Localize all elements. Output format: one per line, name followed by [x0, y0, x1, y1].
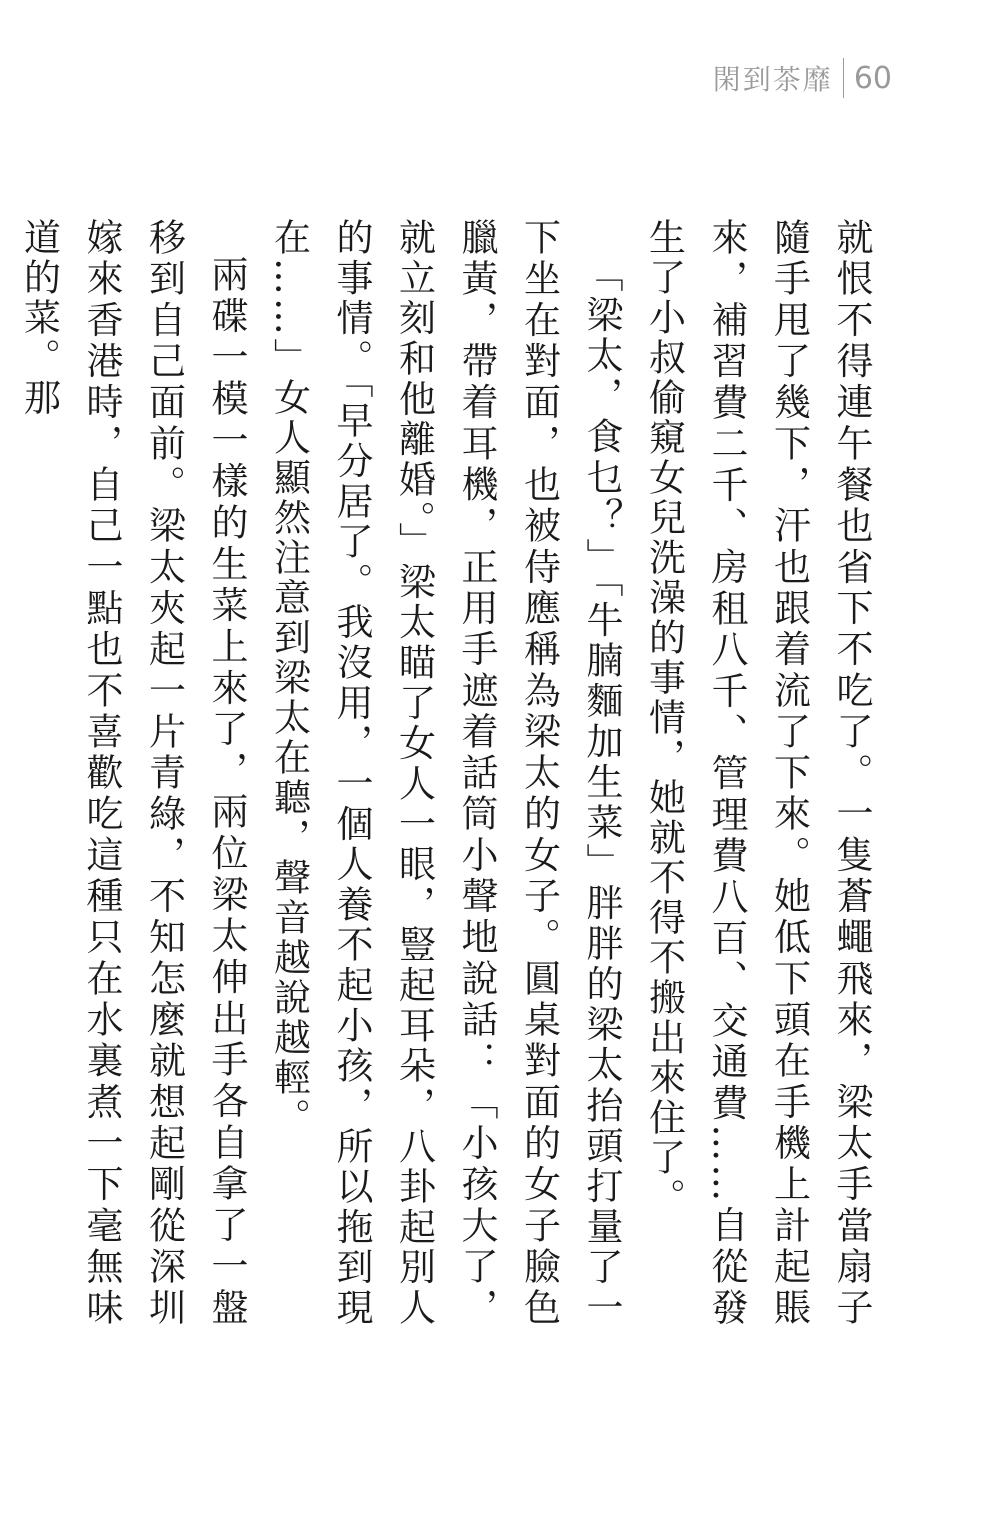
- page-number: 60: [853, 60, 892, 96]
- header-divider: [843, 58, 844, 98]
- paragraph: 就恨不得連午餐也省下不吃了。一隻蒼蠅飛來，梁太手當扇子隨手甩了幾下，汗也跟着流了下來。她低下頭在手機上計起賬來，補習費二千、房租八千、管理費八百、交通費……自從發生了小叔偷窺女兒洗澡的事情，她就不得不搬出來住了。: [642, 218, 873, 1328]
- body-text: [17, 218, 882, 1328]
- paragraph: 「梁太，食乜？」「牛腩麵加生菜」胖胖的梁太抬頭打量了一下坐在對面，也被侍應稱為梁太的女子。圓桌對面的女子臉色臘黃，帶着耳機，正用手遮着話筒小聲地說話：「小孩大了，就立刻和他離婚。」梁太瞄了女人一眼，豎起耳朵，八卦起別人的事情。「早分居了。我沒用，一個人養不起小孩，所以拖到現在……」女人顯然注意到梁太在聽，聲音越說越輕。: [267, 218, 623, 1328]
- book-title: 閑到茶靡: [712, 63, 833, 96]
- running-head: [713, 58, 892, 98]
- paragraph: 兩碟一模一樣的生菜上來了，兩位梁太伸出手各自拿了一盤移到自己面前。梁太夾起一片青綠，不知怎麼就想起剛從深圳嫁來香港時，自己一點也不喜歡吃這種只在水裏煮一下毫無味道的菜。那: [17, 218, 248, 1328]
